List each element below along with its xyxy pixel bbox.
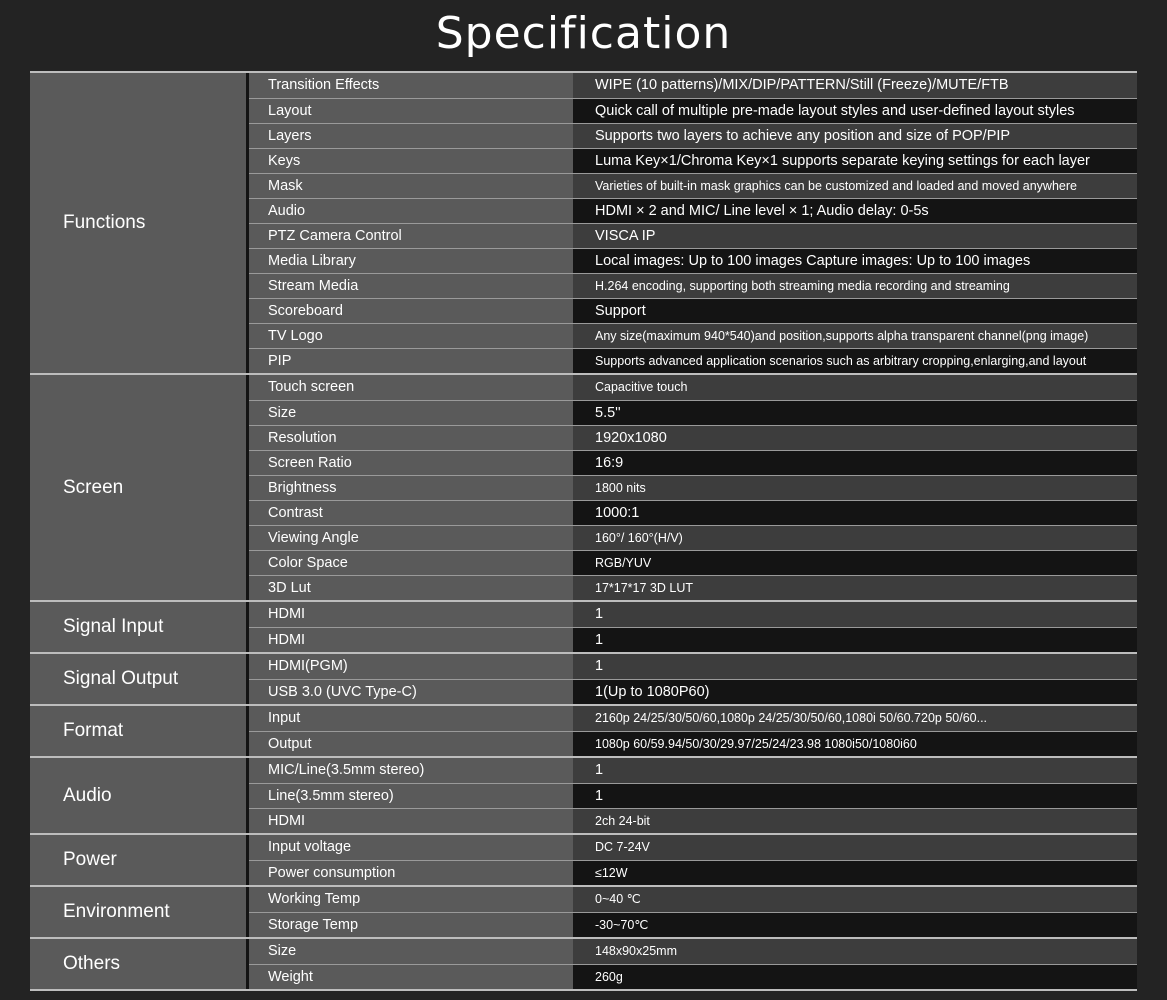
spec-group [30, 887, 1137, 939]
category-label: Functions [30, 73, 249, 373]
spec-row [249, 223, 1137, 248]
spec-value: 1 [573, 758, 1137, 783]
page-title: Specification [435, 8, 732, 59]
spec-row [249, 654, 1137, 679]
spec-label: Weight [249, 965, 573, 989]
spec-value: 160°/ 160°(H/V) [573, 526, 1137, 550]
spec-label: MIC/Line(3.5mm stereo) [249, 758, 573, 783]
spec-value: 1 [573, 602, 1137, 627]
spec-rows [249, 835, 1137, 885]
spec-row [249, 550, 1137, 575]
spec-label: Scoreboard [249, 299, 573, 323]
category-label: Audio [30, 758, 249, 833]
spec-value: 260g [573, 965, 1137, 989]
spec-value: Luma Key×1/Chroma Key×1 supports separate keying settings for each layer [573, 149, 1137, 173]
spec-value: HDMI × 2 and MIC/ Line level × 1; Audio delay: 0-5s [573, 199, 1137, 223]
spec-group [30, 375, 1137, 602]
category-label: Signal Output [30, 654, 249, 704]
category-label: Power [30, 835, 249, 885]
spec-label: Viewing Angle [249, 526, 573, 550]
spec-value: VISCA IP [573, 224, 1137, 248]
spec-row [249, 860, 1137, 885]
spec-label: TV Logo [249, 324, 573, 348]
spec-row [249, 450, 1137, 475]
spec-label: PTZ Camera Control [249, 224, 573, 248]
spec-row [249, 783, 1137, 808]
spec-row [249, 808, 1137, 833]
spec-value: Varieties of built-in mask graphics can be customized and loaded and moved anywhere [573, 174, 1137, 198]
spec-label: Resolution [249, 426, 573, 450]
spec-label: Screen Ratio [249, 451, 573, 475]
spec-row [249, 198, 1137, 223]
spec-value: 17*17*17 3D LUT [573, 576, 1137, 600]
spec-group [30, 71, 1137, 375]
spec-value: H.264 encoding, supporting both streaming media recording and streaming [573, 274, 1137, 298]
spec-value: 1920x1080 [573, 426, 1137, 450]
spec-label: Transition Effects [249, 73, 573, 98]
spec-row [249, 679, 1137, 704]
spec-value: 1 [573, 784, 1137, 808]
spec-value: 1000:1 [573, 501, 1137, 525]
spec-label: Keys [249, 149, 573, 173]
spec-group [30, 758, 1137, 835]
spec-label: Input [249, 706, 573, 731]
spec-value: WIPE (10 patterns)/MIX/DIP/PATTERN/Still (Freeze)/MUTE/FTB [573, 73, 1137, 98]
spec-rows [249, 602, 1137, 652]
spec-label: HDMI [249, 809, 573, 833]
spec-value: 2160p 24/25/30/50/60,1080p 24/25/30/50/60,1080i 50/60.720p 50/60... [573, 706, 1137, 731]
spec-row [249, 98, 1137, 123]
spec-value: DC 7-24V [573, 835, 1137, 860]
spec-row [249, 375, 1137, 400]
spec-row [249, 627, 1137, 652]
spec-label: PIP [249, 349, 573, 373]
spec-row [249, 73, 1137, 98]
spec-rows [249, 706, 1137, 756]
spec-value: 16:9 [573, 451, 1137, 475]
spec-rows [249, 73, 1137, 373]
spec-row [249, 248, 1137, 273]
category-label: Format [30, 706, 249, 756]
spec-value: 5.5'' [573, 401, 1137, 425]
spec-value: 0~40 ℃ [573, 887, 1137, 912]
spec-rows [249, 654, 1137, 704]
spec-label: Size [249, 939, 573, 964]
spec-label: Size [249, 401, 573, 425]
spec-label: Media Library [249, 249, 573, 273]
spec-row [249, 323, 1137, 348]
spec-rows [249, 375, 1137, 600]
spec-row [249, 123, 1137, 148]
spec-label: Storage Temp [249, 913, 573, 937]
spec-value: Quick call of multiple pre-made layout styles and user-defined layout styles [573, 99, 1137, 123]
spec-group [30, 835, 1137, 887]
spec-row [249, 148, 1137, 173]
spec-row [249, 273, 1137, 298]
spec-value: 1800 nits [573, 476, 1137, 500]
spec-label: 3D Lut [249, 576, 573, 600]
spec-label: Working Temp [249, 887, 573, 912]
spec-label: USB 3.0 (UVC Type-C) [249, 680, 573, 704]
spec-row [249, 348, 1137, 373]
spec-label: Output [249, 732, 573, 756]
spec-rows [249, 758, 1137, 833]
spec-label: Input voltage [249, 835, 573, 860]
spec-row [249, 425, 1137, 450]
spec-value: Local images: Up to 100 images Capture images: Up to 100 images [573, 249, 1137, 273]
spec-rows [249, 887, 1137, 937]
spec-group [30, 654, 1137, 706]
spec-row [249, 602, 1137, 627]
spec-value: 1 [573, 654, 1137, 679]
spec-row [249, 758, 1137, 783]
spec-row [249, 912, 1137, 937]
spec-group [30, 602, 1137, 654]
spec-label: Audio [249, 199, 573, 223]
spec-value: 1(Up to 1080P60) [573, 680, 1137, 704]
spec-row [249, 400, 1137, 425]
spec-label: Mask [249, 174, 573, 198]
spec-value: 1080p 60/59.94/50/30/29.97/25/24/23.98 1080i50/1080i60 [573, 732, 1137, 756]
spec-value: Supports two layers to achieve any position and size of POP/PIP [573, 124, 1137, 148]
spec-row [249, 500, 1137, 525]
spec-label: Color Space [249, 551, 573, 575]
category-label: Environment [30, 887, 249, 937]
category-label: Signal Input [30, 602, 249, 652]
category-label: Others [30, 939, 249, 989]
spec-label: HDMI [249, 602, 573, 627]
spec-value: RGB/YUV [573, 551, 1137, 575]
spec-label: Stream Media [249, 274, 573, 298]
spec-label: HDMI(PGM) [249, 654, 573, 679]
spec-table [30, 71, 1137, 991]
spec-row [249, 475, 1137, 500]
spec-row [249, 706, 1137, 731]
spec-value: 1 [573, 628, 1137, 652]
spec-row [249, 298, 1137, 323]
spec-label: Layout [249, 99, 573, 123]
spec-row [249, 575, 1137, 600]
spec-value: Supports advanced application scenarios such as arbitrary cropping,enlarging,and layout [573, 349, 1137, 373]
spec-row [249, 525, 1137, 550]
spec-row [249, 173, 1137, 198]
spec-label: HDMI [249, 628, 573, 652]
spec-row [249, 964, 1137, 989]
spec-value: -30~70℃ [573, 913, 1137, 937]
spec-label: Touch screen [249, 375, 573, 400]
spec-label: Contrast [249, 501, 573, 525]
spec-value: Support [573, 299, 1137, 323]
spec-label: Line(3.5mm stereo) [249, 784, 573, 808]
spec-rows [249, 939, 1137, 989]
category-label: Screen [30, 375, 249, 600]
spec-label: Layers [249, 124, 573, 148]
spec-label: Power consumption [249, 861, 573, 885]
spec-value: 148x90x25mm [573, 939, 1137, 964]
spec-group [30, 939, 1137, 991]
spec-group [30, 706, 1137, 758]
spec-row [249, 835, 1137, 860]
spec-row [249, 939, 1137, 964]
spec-row [249, 887, 1137, 912]
spec-value: ≤12W [573, 861, 1137, 885]
spec-value: Any size(maximum 940*540)and position,supports alpha transparent channel(png image) [573, 324, 1137, 348]
spec-value: 2ch 24-bit [573, 809, 1137, 833]
spec-row [249, 731, 1137, 756]
spec-label: Brightness [249, 476, 573, 500]
spec-value: Capacitive touch [573, 375, 1137, 400]
